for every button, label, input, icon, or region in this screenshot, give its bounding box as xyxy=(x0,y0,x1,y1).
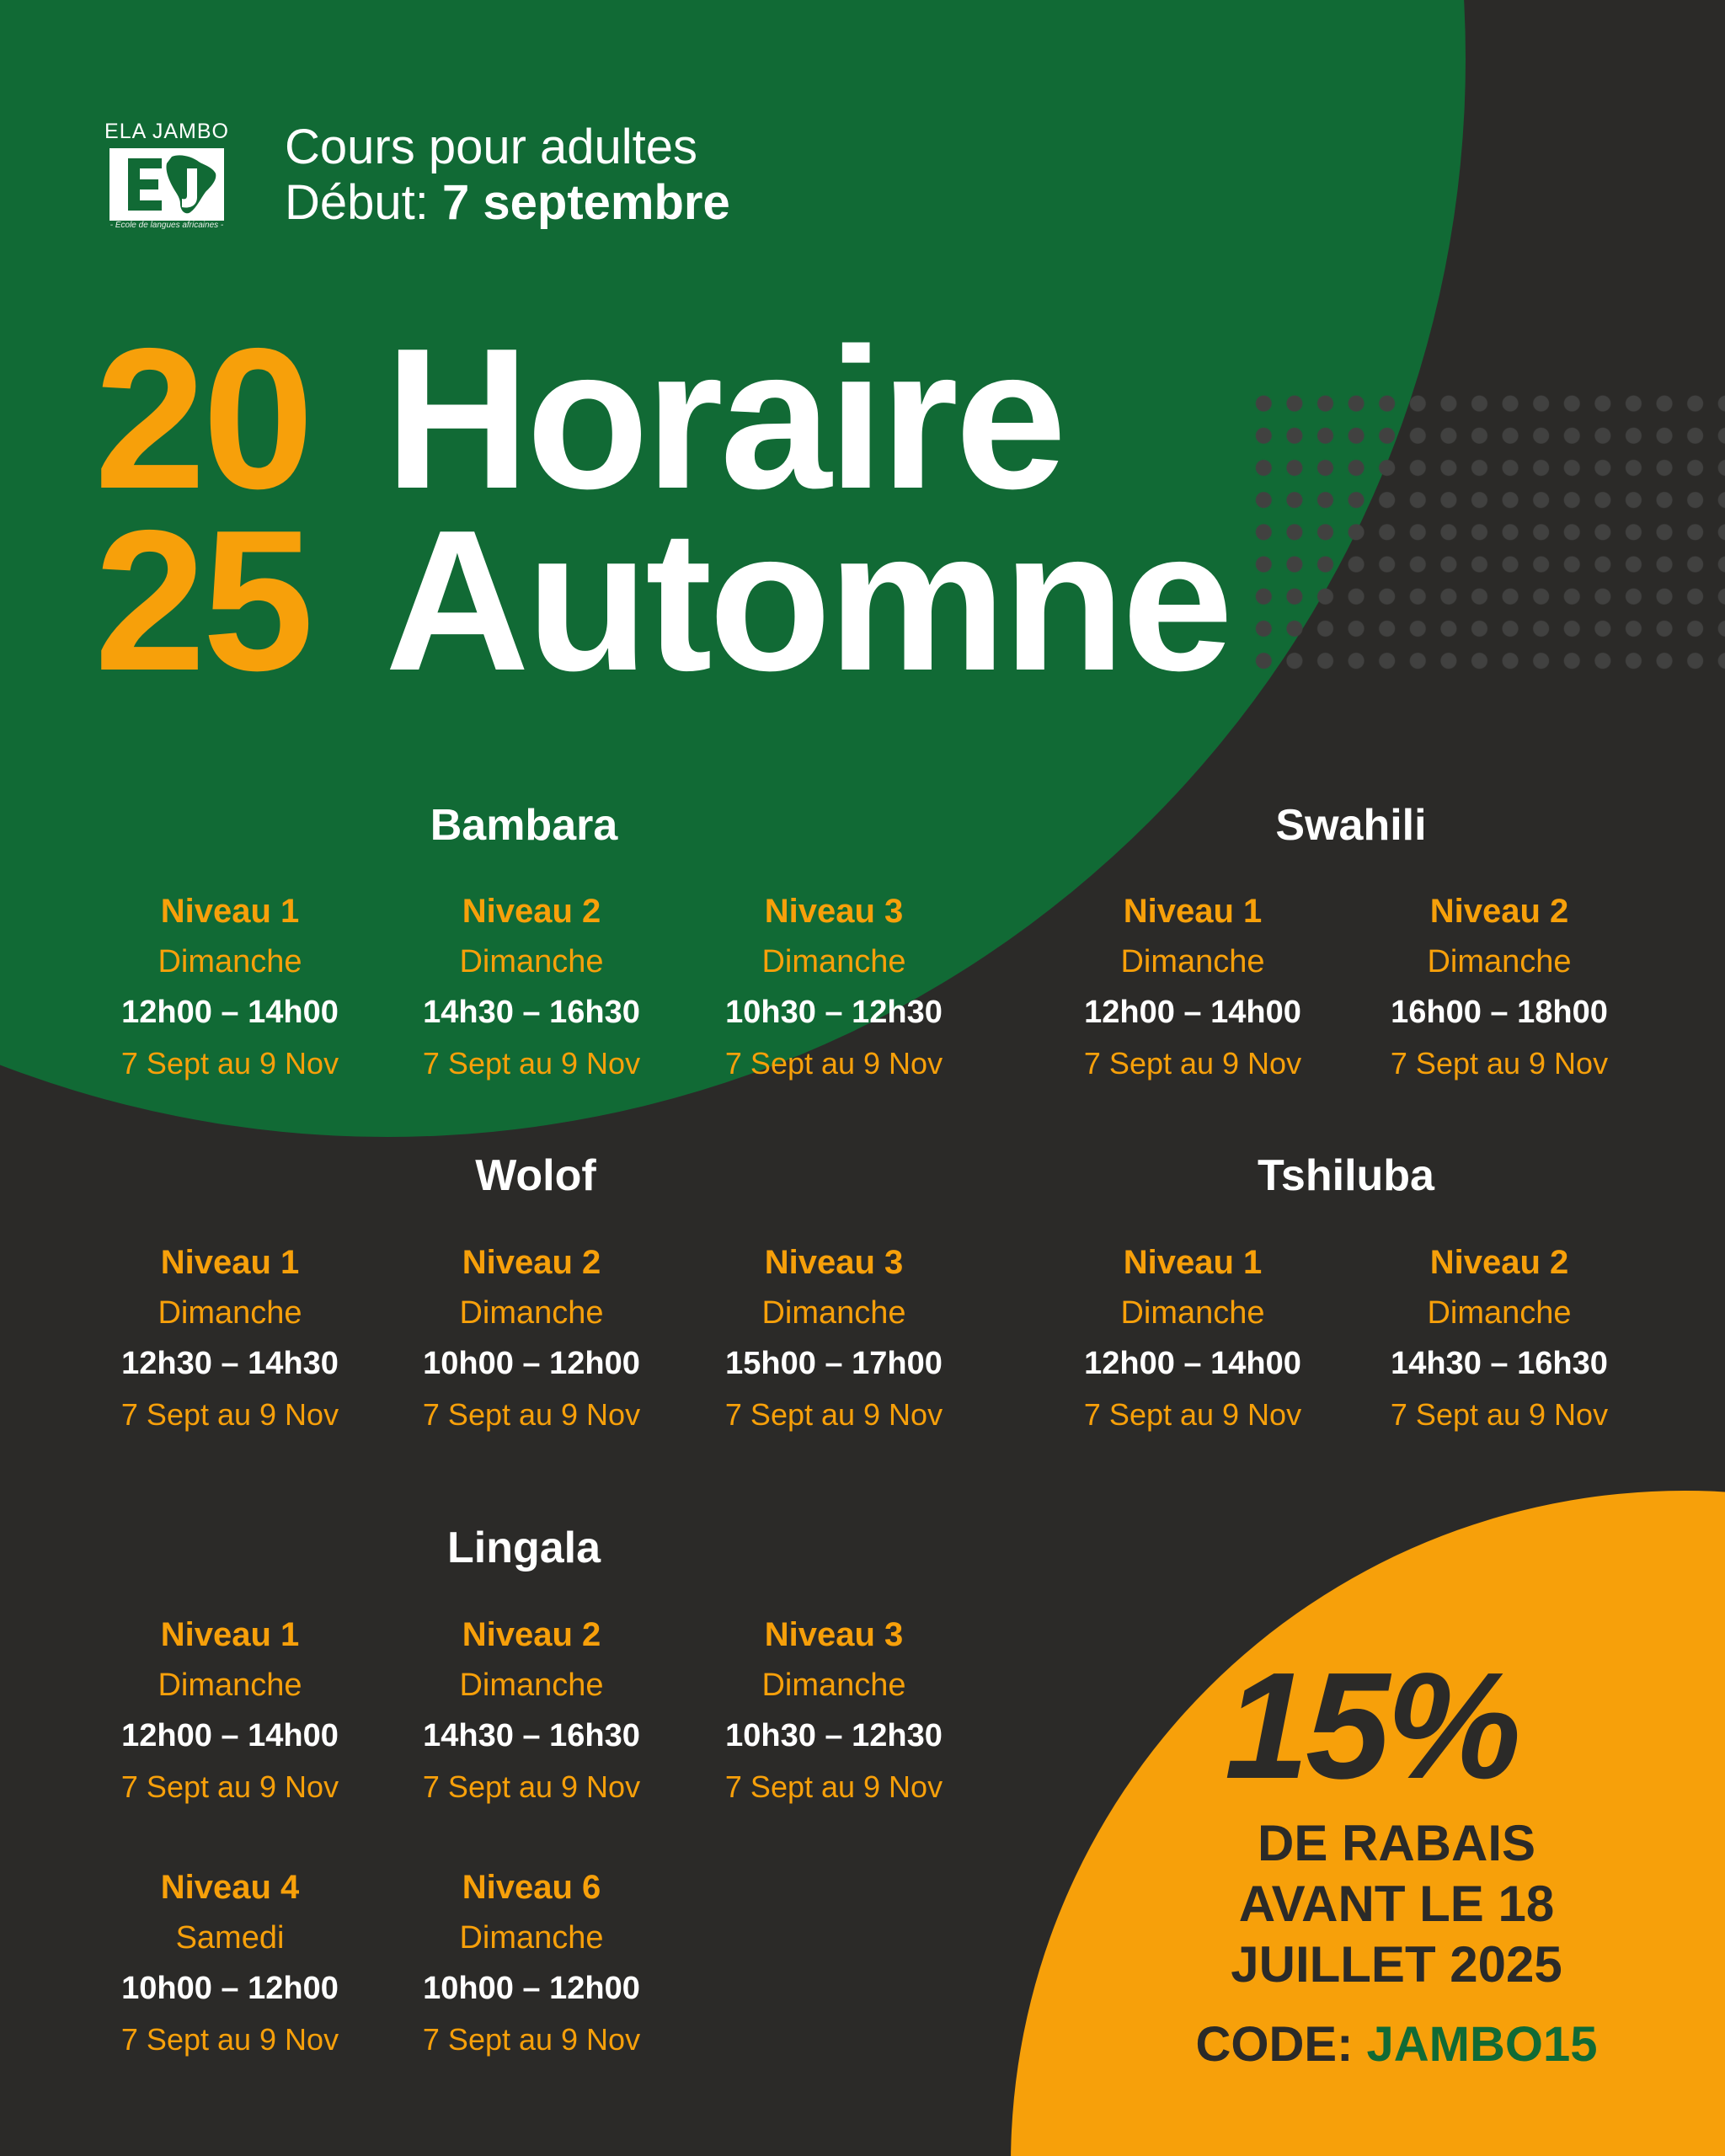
level-dates: 7 Sept au 9 Nov xyxy=(120,2022,339,2057)
level-name: Niveau 1 xyxy=(160,1244,300,1281)
bambara-level-1 xyxy=(79,886,381,1090)
level-name: Niveau 1 xyxy=(1123,1244,1263,1281)
promo-code-label: CODE: xyxy=(1195,2017,1354,2072)
wolof-level-3 xyxy=(683,1237,985,1441)
level-time: 14h30 – 16h30 xyxy=(423,995,640,1030)
bambara-level-2 xyxy=(381,886,682,1090)
level-time: 14h30 – 16h30 xyxy=(423,1718,640,1753)
level-day: Dimanche xyxy=(459,1668,604,1703)
title-year-bottom: 25 xyxy=(94,489,311,712)
level-time: 10h00 – 12h00 xyxy=(423,1971,640,2006)
title-word-bottom: Automne xyxy=(385,489,1231,712)
wolof-level-2 xyxy=(381,1237,682,1441)
intro-start-date: 7 septembre xyxy=(442,175,730,230)
level-dates: 7 Sept au 9 Nov xyxy=(724,1397,943,1432)
level-day: Dimanche xyxy=(459,1920,604,1956)
intro-start-label: Début: xyxy=(285,175,429,230)
level-day: Samedi xyxy=(175,1920,285,1956)
lingala-level-1 xyxy=(79,1609,381,1813)
level-name: Niveau 2 xyxy=(462,893,601,930)
level-time: 14h30 – 16h30 xyxy=(1391,1346,1608,1381)
level-day: Dimanche xyxy=(459,1295,604,1331)
swahili-level-1 xyxy=(1042,886,1343,1090)
level-time: 12h30 – 14h30 xyxy=(121,1346,339,1381)
level-time: 10h30 – 12h30 xyxy=(725,1718,943,1753)
level-dates: 7 Sept au 9 Nov xyxy=(724,1769,943,1804)
dot-pattern-decoration xyxy=(1248,387,1725,678)
promo-line-1: DE RABAIS xyxy=(1257,1815,1536,1871)
level-dates: 7 Sept au 9 Nov xyxy=(120,1397,339,1432)
level-dates: 7 Sept au 9 Nov xyxy=(120,1046,339,1081)
level-time: 12h00 – 14h00 xyxy=(1084,1346,1301,1381)
level-day: Dimanche xyxy=(761,1668,906,1703)
level-name: Niveau 2 xyxy=(462,1616,601,1653)
logo xyxy=(99,120,234,237)
lingala-level-2 xyxy=(381,1609,682,1813)
level-name: Niveau 1 xyxy=(160,893,300,930)
tshiluba-level-1 xyxy=(1042,1237,1343,1441)
level-day: Dimanche xyxy=(459,944,604,979)
level-dates: 7 Sept au 9 Nov xyxy=(724,1046,943,1081)
language-title-bambara: Bambara xyxy=(430,801,618,850)
level-time: 16h00 – 18h00 xyxy=(1391,995,1608,1030)
level-day: Dimanche xyxy=(761,944,906,979)
level-time: 10h00 – 12h00 xyxy=(121,1971,339,2006)
level-name: Niveau 3 xyxy=(764,1616,904,1653)
level-name: Niveau 2 xyxy=(462,1244,601,1281)
title-word-top: Horaire xyxy=(385,307,1064,531)
intro-start xyxy=(285,175,730,231)
level-dates: 7 Sept au 9 Nov xyxy=(1390,1046,1609,1081)
promo-percent: 15% xyxy=(1224,1641,1519,1811)
level-dates: 7 Sept au 9 Nov xyxy=(120,1769,339,1804)
level-time: 10h30 – 12h30 xyxy=(725,995,943,1030)
level-time: 12h00 – 14h00 xyxy=(121,1718,339,1753)
level-day: Dimanche xyxy=(761,1295,906,1331)
tshiluba-level-2 xyxy=(1348,1237,1650,1441)
level-dates: 7 Sept au 9 Nov xyxy=(422,2022,641,2057)
swahili-level-2 xyxy=(1348,886,1650,1090)
bambara-level-3 xyxy=(683,886,985,1090)
lingala-level-4 xyxy=(79,1862,381,2066)
language-title-wolof: Wolof xyxy=(475,1151,596,1200)
language-title-lingala: Lingala xyxy=(446,1524,601,1572)
lingala-level-3 xyxy=(683,1609,985,1813)
level-name: Niveau 2 xyxy=(1429,893,1569,930)
page-title xyxy=(94,307,1231,712)
level-name: Niveau 3 xyxy=(764,893,904,930)
promo-code xyxy=(1144,2016,1649,2073)
level-name: Niveau 2 xyxy=(1429,1244,1569,1281)
title-row-bottom xyxy=(94,489,1231,712)
level-name: Niveau 6 xyxy=(462,1869,601,1906)
level-day: Dimanche xyxy=(158,944,302,979)
level-day: Dimanche xyxy=(1120,1295,1265,1331)
promo-line-3: JUILLET 2025 xyxy=(1231,1936,1562,1993)
level-dates: 7 Sept au 9 Nov xyxy=(1083,1397,1302,1432)
promo-line-2: AVANT LE 18 xyxy=(1238,1876,1555,1932)
africa-logo-icon xyxy=(109,148,224,221)
level-time: 15h00 – 17h00 xyxy=(725,1346,943,1381)
level-name: Niveau 4 xyxy=(160,1869,300,1906)
promo-code-value: JAMBO15 xyxy=(1366,2017,1598,2072)
level-day: Dimanche xyxy=(1120,944,1265,979)
level-dates: 7 Sept au 9 Nov xyxy=(422,1769,641,1804)
level-time: 10h00 – 12h00 xyxy=(423,1346,640,1381)
intro xyxy=(285,120,730,231)
logo-name: ELA JAMBO xyxy=(104,120,229,143)
title-row-top xyxy=(94,307,1230,531)
level-day: Dimanche xyxy=(158,1668,302,1703)
level-dates: 7 Sept au 9 Nov xyxy=(422,1397,641,1432)
level-name: Niveau 1 xyxy=(1123,893,1263,930)
logo-tagline: - École de langues africaines - xyxy=(109,221,224,230)
promo-badge xyxy=(1144,1642,1649,2073)
level-time: 12h00 – 14h00 xyxy=(1084,995,1301,1030)
language-title-tshiluba: Tshiluba xyxy=(1258,1151,1434,1200)
level-day: Dimanche xyxy=(1427,944,1572,979)
level-dates: 7 Sept au 9 Nov xyxy=(1083,1046,1302,1081)
lingala-level-5 xyxy=(381,1862,682,2066)
level-day: Dimanche xyxy=(158,1295,302,1331)
wolof-level-1 xyxy=(79,1237,381,1441)
level-dates: 7 Sept au 9 Nov xyxy=(422,1046,641,1081)
intro-audience: Cours pour adultes xyxy=(285,120,698,174)
language-title-swahili: Swahili xyxy=(1275,801,1427,850)
title-year-top: 20 xyxy=(94,307,311,531)
level-dates: 7 Sept au 9 Nov xyxy=(1390,1397,1609,1432)
level-name: Niveau 3 xyxy=(764,1244,904,1281)
level-day: Dimanche xyxy=(1427,1295,1572,1331)
level-time: 12h00 – 14h00 xyxy=(121,995,339,1030)
level-name: Niveau 1 xyxy=(160,1616,300,1653)
